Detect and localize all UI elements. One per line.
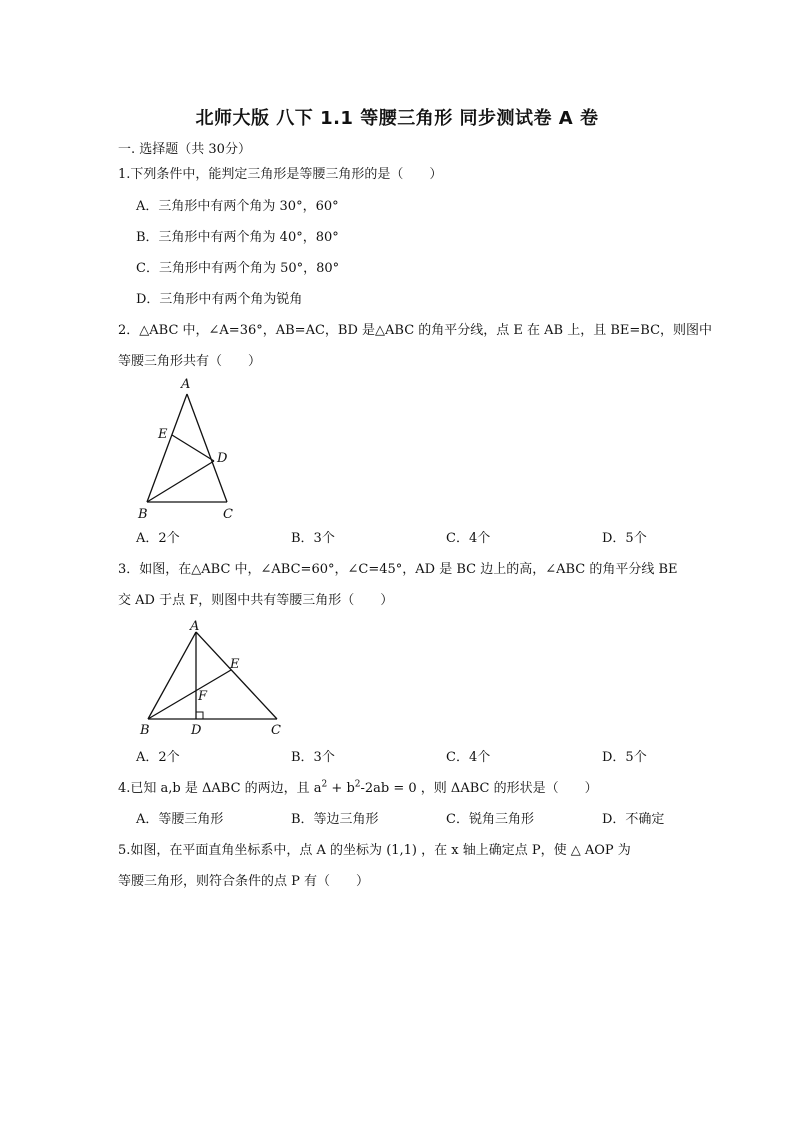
question-3-option-a[interactable]: A．2个 (136, 750, 180, 765)
question-3-stem-line-1: 3．如图，在△ABC 中，∠ABC=60°，∠C=45°，AD 是 BC 边上的高，∠ABC 的角平分线 BE (118, 562, 678, 577)
question-4-exponent-2: 2 (354, 779, 361, 790)
q3-right-angle-mark (196, 712, 203, 719)
question-3-option-b[interactable]: B．3个 (291, 750, 335, 765)
question-4-options (136, 811, 665, 829)
q3-label-f: F (198, 689, 208, 704)
q2-label-e: E (158, 427, 168, 442)
question-3-option-d[interactable]: D．5个 (602, 750, 647, 765)
q3-segment-ab (148, 632, 196, 719)
question-2-option-a[interactable]: A．2个 (136, 531, 180, 546)
question-5-stem-line-2: 等腰三角形，则符合条件的点 P 有（ ） (118, 874, 370, 889)
question-3-option-c[interactable]: C．4个 (446, 750, 491, 765)
section-heading: 一. 选择题（共 30分） (118, 142, 251, 157)
question-1-option-d[interactable]: D．三角形中有两个角为锐角 (136, 292, 303, 307)
q2-segment-ed (172, 435, 214, 461)
question-2-stem-line-1: 2．△ABC 中，∠A=36°，AB=AC，BD 是△ABC 的角平分线，点 E 在 AB 上，且 BE=BC，则图中 (118, 323, 713, 338)
question-2-option-d[interactable]: D．5个 (602, 531, 647, 546)
question-1-option-c[interactable]: C．三角形中有两个角为 50°，80° (136, 261, 340, 276)
q2-label-d: D (217, 451, 228, 466)
q3-label-c: C (271, 723, 281, 738)
question-4-option-a[interactable]: A．等腰三角形 (136, 812, 224, 827)
question-2-options (136, 530, 656, 548)
question-2-option-c[interactable]: C．4个 (446, 531, 491, 546)
page-title: 北师大版 八下 1.1 等腰三角形 同步测试卷 A 卷 (195, 108, 599, 129)
question-3-figure (134, 620, 294, 738)
question-4-stem-pre: 4.已知 a,b 是 ΔABC 的两边，且 a (118, 781, 322, 796)
q2-segment-bd (147, 461, 214, 502)
q3-label-d: D (191, 723, 202, 738)
question-1-option-a[interactable]: A．三角形中有两个角为 30°，60° (136, 199, 339, 214)
question-4-stem (118, 780, 598, 798)
q2-label-a: A (181, 377, 191, 392)
q2-label-c: C (223, 507, 233, 522)
question-4-stem-mid: + b (327, 781, 355, 796)
q3-label-e: E (230, 657, 240, 672)
q3-label-a: A (190, 620, 200, 634)
question-3-options (136, 749, 656, 767)
q3-segment-ac (196, 632, 277, 719)
question-5-stem-line-1: 5.如图，在平面直角坐标系中，点 A 的坐标为 (1,1) ，在 x 轴上确定点 P，使 △ AOP 为 (118, 843, 631, 858)
q3-label-b: B (140, 723, 150, 738)
question-4-exponent-1: 2 (321, 779, 328, 790)
question-1-option-b[interactable]: B．三角形中有两个角为 40°，80° (136, 230, 339, 245)
question-1-stem: 1.下列条件中，能判定三角形是等腰三角形的是（ ） (118, 167, 443, 182)
question-4-option-c[interactable]: C．锐角三角形 (446, 812, 534, 827)
question-2-figure (130, 374, 260, 522)
question-3-stem-line-2: 交 AD 于点 F，则图中共有等腰三角形（ ） (118, 593, 394, 608)
question-4-stem-post: -2ab = 0 ，则 ΔABC 的形状是（ ） (360, 781, 598, 796)
question-2-option-b[interactable]: B．3个 (291, 531, 335, 546)
q3-segment-be (148, 670, 231, 719)
q2-label-b: B (138, 507, 148, 522)
question-4-option-d[interactable]: D．不确定 (602, 812, 665, 827)
q2-segment-ab (147, 394, 187, 502)
question-4-option-b[interactable]: B．等边三角形 (291, 812, 379, 827)
question-2-stem-line-2: 等腰三角形共有（ ） (118, 354, 262, 369)
